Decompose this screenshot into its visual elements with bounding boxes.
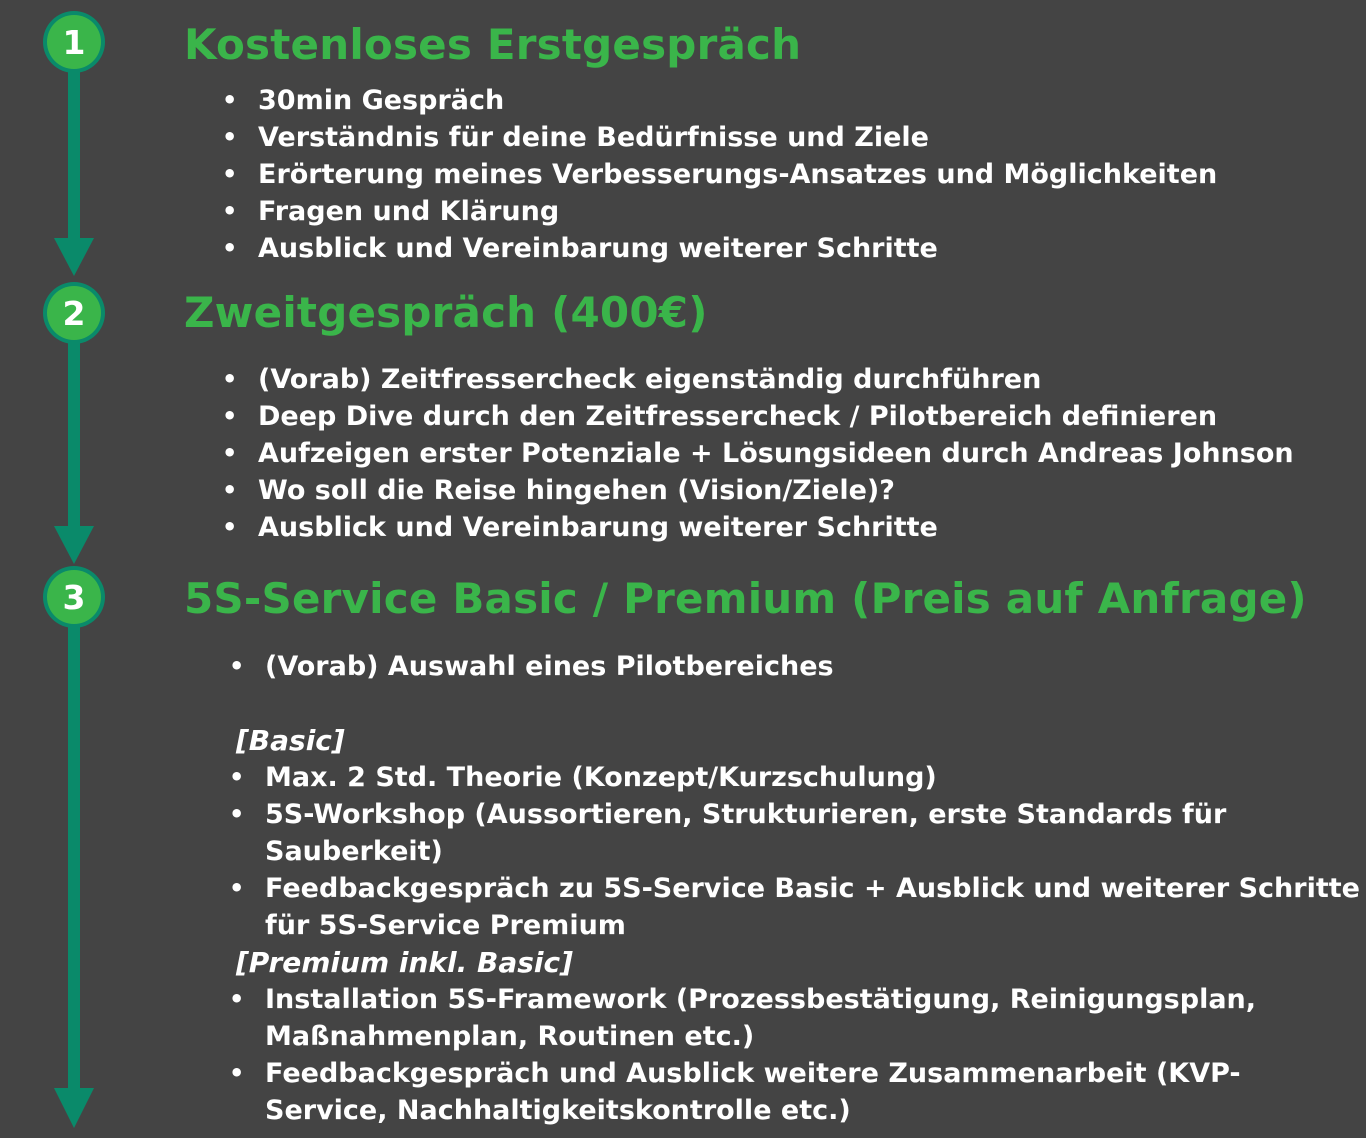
arrow-down-icon xyxy=(54,526,94,564)
step-1-title: Kostenloses Erstgespräch xyxy=(184,20,802,69)
timeline-line-3 xyxy=(68,626,80,1092)
list-item: • Ausblick und Vereinbarung weiterer Schritte xyxy=(222,230,1217,267)
timeline-line-1 xyxy=(68,70,80,242)
list-item xyxy=(229,759,1360,796)
step-1-bullet-list xyxy=(222,82,1217,267)
list-item xyxy=(229,1055,1256,1129)
list-item-text: Service, Nachhaltigkeitskontrolle etc.) xyxy=(265,1095,851,1126)
timeline xyxy=(0,0,150,1138)
step-2-title: Zweitgespräch (400€) xyxy=(184,288,708,337)
list-item: • Erörterung meines Verbesserungs-Ansatzes und Möglichkeiten xyxy=(222,156,1217,193)
basic-heading: [Basic] xyxy=(236,724,345,757)
list-item-text: Sauberkeit) xyxy=(265,836,443,867)
premium-bullet-list xyxy=(229,981,1256,1129)
step-3-title: 5S-Service Basic / Premium (Preis auf Anfrage) xyxy=(184,574,1307,623)
list-item-text: Maßnahmenplan, Routinen etc.) xyxy=(265,1021,755,1052)
step-3-marker xyxy=(43,566,105,628)
step-2-number: 2 xyxy=(62,294,86,333)
basic-bullet-list xyxy=(229,759,1360,944)
list-item-text: 5S-Workshop (Aussortieren, Strukturieren, erste Standards für xyxy=(265,799,1227,830)
list-item: • 30min Gespräch xyxy=(222,82,1217,119)
list-item-text: Installation 5S-Framework (Prozessbestätigung, Reinigungsplan, xyxy=(265,984,1257,1015)
list-item: • Aufzeigen erster Potenziale + Lösungsideen durch Andreas Johnson xyxy=(222,435,1294,472)
list-item xyxy=(229,796,1360,870)
timeline-line-2 xyxy=(68,342,80,530)
list-item-text: Max. 2 Std. Theorie (Konzept/Kurzschulung) xyxy=(265,762,937,793)
list-item: • (Vorab) Auswahl eines Pilotbereiches xyxy=(229,648,834,685)
step-1-marker xyxy=(43,11,105,73)
premium-heading: [Premium inkl. Basic] xyxy=(236,946,573,979)
step-3-number: 3 xyxy=(62,578,86,617)
list-item: • (Vorab) Zeitfressercheck eigenständig durchführen xyxy=(222,361,1294,398)
list-item: • Verständnis für deine Bedürfnisse und Ziele xyxy=(222,119,1217,156)
list-item xyxy=(229,981,1256,1055)
list-item xyxy=(229,870,1360,944)
step-1-number: 1 xyxy=(62,23,86,62)
step-2-bullet-list xyxy=(222,361,1294,546)
list-item-text: für 5S-Service Premium xyxy=(265,910,626,941)
list-item: • Wo soll die Reise hingehen (Vision/Ziele)? xyxy=(222,472,1294,509)
list-item: • Deep Dive durch den Zeitfressercheck / Pilotbereich definieren xyxy=(222,398,1294,435)
arrow-down-icon xyxy=(54,238,94,276)
arrow-down-icon xyxy=(54,1088,94,1128)
step-2-marker xyxy=(43,282,105,344)
list-item-text: Feedbackgespräch zu 5S-Service Basic + Ausblick und weiterer Schritte xyxy=(265,873,1360,904)
list-item-text: Feedbackgespräch und Ausblick weitere Zusammenarbeit (KVP- xyxy=(265,1058,1241,1089)
step-3-pre-list xyxy=(229,648,834,685)
list-item: • Ausblick und Vereinbarung weiterer Schritte xyxy=(222,509,1294,546)
list-item: • Fragen und Klärung xyxy=(222,193,1217,230)
